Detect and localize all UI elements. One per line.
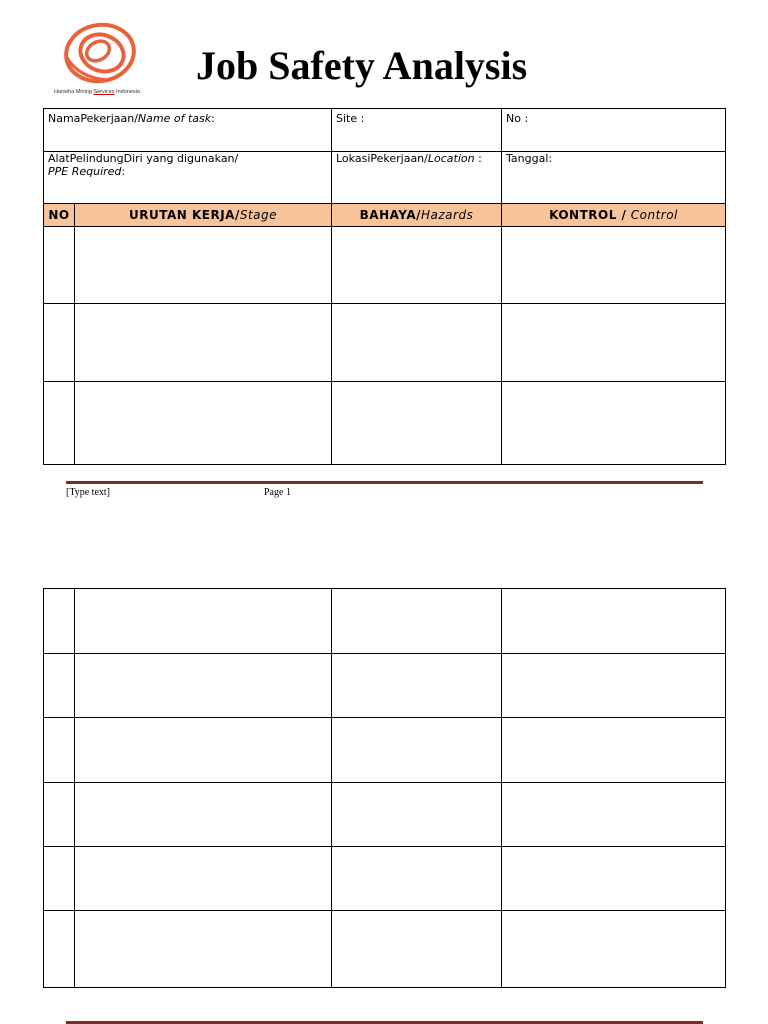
- column-header-stage: URUTAN KERJA/Stage: [74, 203, 332, 227]
- hazards-cell[interactable]: [331, 226, 502, 304]
- row-number-cell[interactable]: [43, 653, 75, 718]
- stage-cell[interactable]: [74, 846, 332, 911]
- control-cell[interactable]: [501, 782, 726, 847]
- site-field[interactable]: Site :: [331, 108, 502, 152]
- row-number-cell[interactable]: [43, 588, 75, 654]
- row-number-cell[interactable]: [43, 846, 75, 911]
- hazards-cell[interactable]: [331, 653, 502, 718]
- stage-cell[interactable]: [74, 381, 332, 465]
- control-cell[interactable]: [501, 381, 726, 465]
- control-cell[interactable]: [501, 717, 726, 783]
- company-logo: [58, 20, 142, 86]
- stage-cell[interactable]: [74, 588, 332, 654]
- task-name-field[interactable]: NamaPekerjaan/Name of task:: [43, 108, 332, 152]
- document-no-field[interactable]: No :: [501, 108, 726, 152]
- hazards-cell[interactable]: [331, 588, 502, 654]
- page-title: Job Safety Analysis: [196, 43, 528, 88]
- column-header-hazards: BAHAYA/Hazards: [331, 203, 502, 227]
- control-cell[interactable]: [501, 846, 726, 911]
- footer-placeholder-text[interactable]: [Type text]: [66, 487, 111, 498]
- control-cell[interactable]: [501, 303, 726, 382]
- row-number-cell[interactable]: [43, 303, 75, 382]
- date-field[interactable]: Tanggal:: [501, 151, 726, 204]
- row-number-cell[interactable]: [43, 717, 75, 783]
- stage-cell[interactable]: [74, 226, 332, 304]
- stage-cell[interactable]: [74, 653, 332, 718]
- column-header-control: KONTROL / Control: [501, 203, 726, 227]
- control-cell[interactable]: [501, 588, 726, 654]
- work-location-field[interactable]: LokasiPekerjaan/Location :: [331, 151, 502, 204]
- hazards-cell[interactable]: [331, 782, 502, 847]
- stage-cell[interactable]: [74, 303, 332, 382]
- column-header-no: NO: [43, 203, 75, 227]
- row-number-cell[interactable]: [43, 782, 75, 847]
- stage-cell[interactable]: [74, 910, 332, 988]
- hazards-cell[interactable]: [331, 910, 502, 988]
- footer-page-number: Page 1: [264, 487, 291, 498]
- control-cell[interactable]: [501, 653, 726, 718]
- stage-cell[interactable]: [74, 717, 332, 783]
- ppe-required-field[interactable]: AlatPelindungDiri yang digunakan/ PPE Required:: [43, 151, 332, 204]
- stage-cell[interactable]: [74, 782, 332, 847]
- control-cell[interactable]: [501, 226, 726, 304]
- hazards-cell[interactable]: [331, 717, 502, 783]
- hazards-cell[interactable]: [331, 303, 502, 382]
- row-number-cell[interactable]: [43, 381, 75, 465]
- control-cell[interactable]: [501, 910, 726, 988]
- logo-caption: Hanwha Mining Services Indonesia: [54, 89, 140, 95]
- footer-divider: [66, 481, 703, 484]
- hazards-cell[interactable]: [331, 381, 502, 465]
- row-number-cell[interactable]: [43, 226, 75, 304]
- row-number-cell[interactable]: [43, 910, 75, 988]
- hazards-cell[interactable]: [331, 846, 502, 911]
